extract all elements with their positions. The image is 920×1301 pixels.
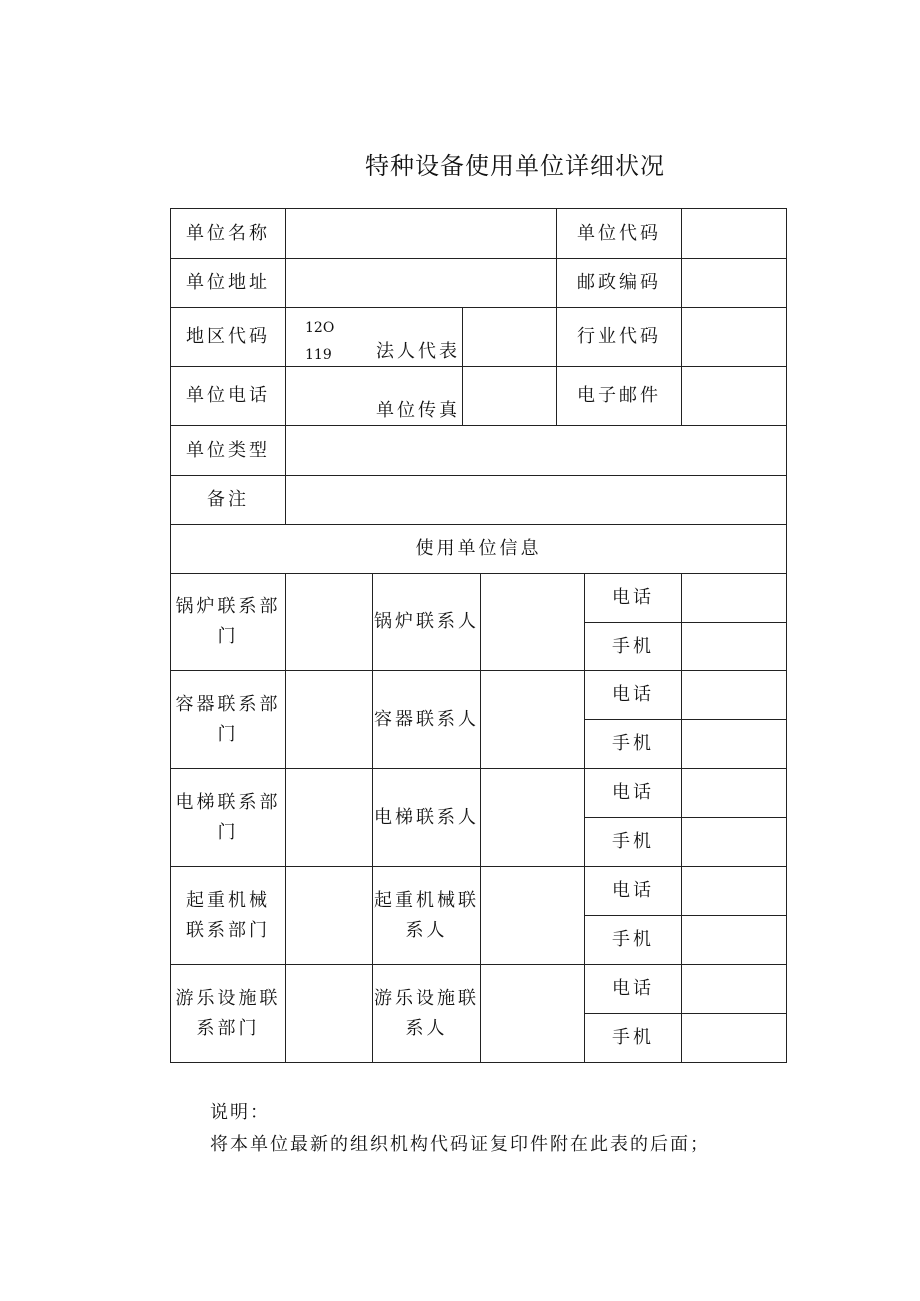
boiler-dept-field[interactable] — [286, 574, 372, 670]
amusement-contact-field[interactable] — [481, 965, 584, 1062]
crane-mobile-label: 手机 — [612, 929, 654, 950]
vessel-dept-label: 容器联系部 门 — [175, 693, 281, 745]
boiler-phone-label: 电话 — [612, 587, 654, 608]
region-code-label: 地区代码 — [186, 326, 270, 347]
elevator-dept-field[interactable] — [286, 769, 372, 866]
region-code-value-1: 12O — [305, 320, 335, 336]
unit-phone-label: 单位电话 — [186, 385, 270, 406]
vessel-mobile-label: 手机 — [612, 733, 654, 754]
postal-code-field[interactable] — [682, 259, 786, 307]
notes-heading: 说明： — [210, 1102, 270, 1123]
vessel-contact-field[interactable] — [481, 671, 584, 768]
crane-mobile-field[interactable] — [682, 916, 786, 964]
email-label: 电子邮件 — [577, 385, 661, 406]
amusement-contact-label: 游乐设施联 系人 — [374, 987, 479, 1039]
crane-phone-field[interactable] — [682, 867, 786, 915]
unit-fax-label: 单位传真 — [376, 400, 460, 421]
amusement-mobile-field[interactable] — [682, 1014, 786, 1062]
crane-dept-field[interactable] — [286, 867, 372, 964]
elevator-dept-label: 电梯联系部 门 — [175, 791, 281, 843]
boiler-mobile-field[interactable] — [682, 623, 786, 670]
section-header: 使用单位信息 — [415, 538, 542, 559]
vessel-phone-label: 电话 — [612, 684, 654, 705]
elevator-mobile-label: 手机 — [612, 831, 654, 852]
postal-code-label: 邮政编码 — [577, 272, 661, 293]
unit-code-field[interactable] — [682, 209, 786, 258]
boiler-mobile-label: 手机 — [612, 635, 654, 657]
boiler-phone-field[interactable] — [682, 574, 786, 622]
remark-label: 备注 — [207, 489, 249, 510]
unit-address-label: 单位地址 — [186, 272, 270, 293]
crane-contact-label: 起重机械联 系人 — [374, 889, 479, 941]
remark-field[interactable] — [286, 476, 786, 524]
crane-dept-label: 起重机械 联系部门 — [186, 889, 270, 941]
unit-address-field[interactable] — [286, 259, 556, 307]
unit-fax-field[interactable] — [463, 367, 556, 425]
amusement-dept-label: 游乐设施联 系部门 — [175, 987, 281, 1039]
email-field[interactable] — [682, 367, 786, 425]
page-title: 特种设备使用单位详细状况 — [365, 152, 665, 180]
vessel-dept-field[interactable] — [286, 671, 372, 768]
vessel-contact-label: 容器联系人 — [374, 708, 479, 730]
unit-name-field[interactable] — [286, 209, 556, 258]
legal-rep-label: 法人代表 — [376, 341, 460, 362]
amusement-dept-field[interactable] — [286, 965, 372, 1062]
vessel-mobile-field[interactable] — [682, 720, 786, 768]
industry-code-label: 行业代码 — [577, 326, 661, 347]
boiler-dept-label: 锅炉联系部 门 — [175, 596, 281, 647]
boiler-contact-label: 锅炉联系人 — [374, 611, 479, 632]
amusement-phone-field[interactable] — [682, 965, 786, 1013]
unit-name-label: 单位名称 — [186, 222, 270, 244]
elevator-phone-label: 电话 — [612, 782, 654, 803]
region-code-value-2: 119 — [305, 347, 332, 363]
amusement-phone-label: 电话 — [612, 978, 654, 999]
crane-phone-label: 电话 — [612, 880, 654, 901]
unit-type-label: 单位类型 — [186, 439, 270, 461]
elevator-contact-label: 电梯联系人 — [374, 806, 479, 828]
industry-code-field[interactable] — [682, 308, 786, 366]
vessel-phone-field[interactable] — [682, 671, 786, 719]
notes-line-1: 将本单位最新的组织机构代码证复印件附在此表的后面； — [210, 1134, 710, 1155]
elevator-mobile-field[interactable] — [682, 818, 786, 866]
boiler-contact-field[interactable] — [481, 574, 584, 670]
amusement-mobile-label: 手机 — [612, 1027, 654, 1048]
elevator-contact-field[interactable] — [481, 769, 584, 866]
elevator-phone-field[interactable] — [682, 769, 786, 817]
unit-code-label: 单位代码 — [577, 222, 661, 244]
crane-contact-field[interactable] — [481, 867, 584, 964]
unit-type-field[interactable] — [286, 426, 786, 475]
legal-rep-field[interactable] — [463, 308, 556, 366]
